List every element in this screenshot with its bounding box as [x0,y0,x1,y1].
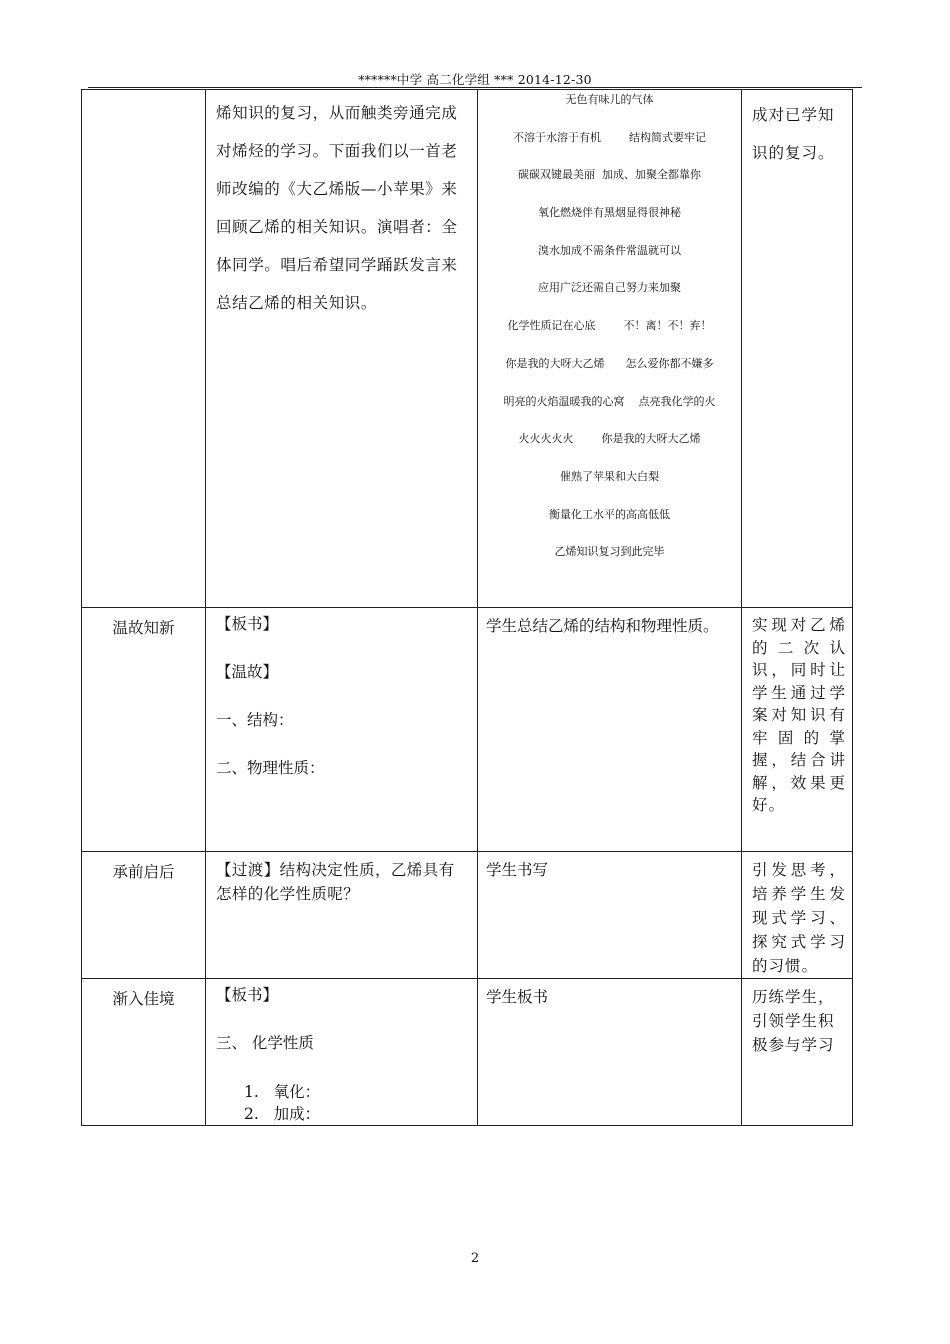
table-row [82,90,853,608]
table-row [82,852,853,979]
song-lyrics [478,90,741,580]
board-label: 一、结构： [216,711,294,729]
student-activity-cell: 学生板书 [478,979,742,1126]
lyric-line: 无色有味儿的气体 [565,93,654,106]
stage-cell: 温故知新 [82,608,206,852]
teacher-text: 烯知识的复习，从而触类旁通完成对烯烃的学习。下面我们以一首老师改编的《大乙烯版—小苹果》来回顾乙烯的相关知识。演唱者：全体同学。唱后希望同学踊跃发言来总结乙烯的相关知识。 [216,104,458,312]
lyric-line: 应用广泛还需自己努力来加聚 [538,281,681,295]
lyric-line: 溴水加成不需条件常温就可以 [538,243,681,257]
stage-cell: 渐入佳境 [82,979,206,1126]
numbered-item: 2. 加成： [244,1105,321,1123]
lyric-line: 碳碳双键最美丽 加成、加聚全都靠你 [518,168,701,182]
lyric-line: 火火火火火 你是我的大呀大乙烯 [518,432,701,446]
design-intent-text: 成对已学知识的复习。 [752,106,835,162]
design-intent-cell [742,608,853,852]
design-intent-text: 历练学生，引领学生积极参与学习 [752,988,835,1054]
student-activity-cell: 学生书写 [478,852,742,979]
lyric-line: 你是我的大呀大乙烯 怎么爱你都不嫌多 [505,356,714,370]
board-label: 三、 化学性质 [216,1034,314,1052]
lyric-line: 催熟了苹果和大白梨 [560,469,659,483]
page-number: 2 [470,1251,480,1266]
teacher-activity-cell [206,608,478,852]
lyric-line: 化学性质记在心底 不！离！不！弃！ [507,319,712,333]
board-label: 二、物理性质： [216,759,325,777]
design-intent-text: 实现对乙烯的二次认识，同时让学生通过学案对知识有牢固的掌握，结合讲解，效果更好。 [752,616,846,814]
lyric-line: 乙烯知识复习到此完毕 [554,545,665,559]
teacher-activity-cell [206,90,478,608]
header-rule [88,87,862,88]
table-row [82,608,853,852]
design-intent-cell [742,90,853,608]
board-label: 【板书】 [216,986,279,1004]
stage-cell: 承前启后 [82,852,206,979]
table-row [82,979,853,1126]
stage-cell [82,90,206,608]
teacher-activity-cell [206,979,478,1126]
board-label: 【板书】 [216,615,279,633]
board-label: 【温故】 [216,663,279,681]
numbered-item: 1. 氧化： [244,1083,321,1101]
lesson-plan-table [81,89,853,1126]
lyric-line: 衡量化工水平的高高低低 [549,507,670,521]
lyric-line: 氧化燃烧伴有黑烟显得很神秘 [538,206,681,220]
page-header: ******中学 高二化学组 *** 2014-12-30 [358,72,592,87]
lyric-line: 不溶于水溶于有机 结构简式要牢记 [513,130,706,144]
design-intent-text: 引发思考，培养学生发现式学习、探究式学习的习惯。 [752,861,846,975]
student-activity-cell: 学生总结乙烯的结构和物理性质。 [478,608,742,852]
teacher-activity-cell: 【过渡】结构决定性质，乙烯具有怎样的化学性质呢？ [206,852,478,979]
design-intent-cell [742,852,853,979]
lyric-line: 明亮的火焰温暖我的心窝 点亮我化学的火 [503,394,716,408]
song-lyrics-cell [478,90,742,608]
design-intent-cell [742,979,853,1126]
